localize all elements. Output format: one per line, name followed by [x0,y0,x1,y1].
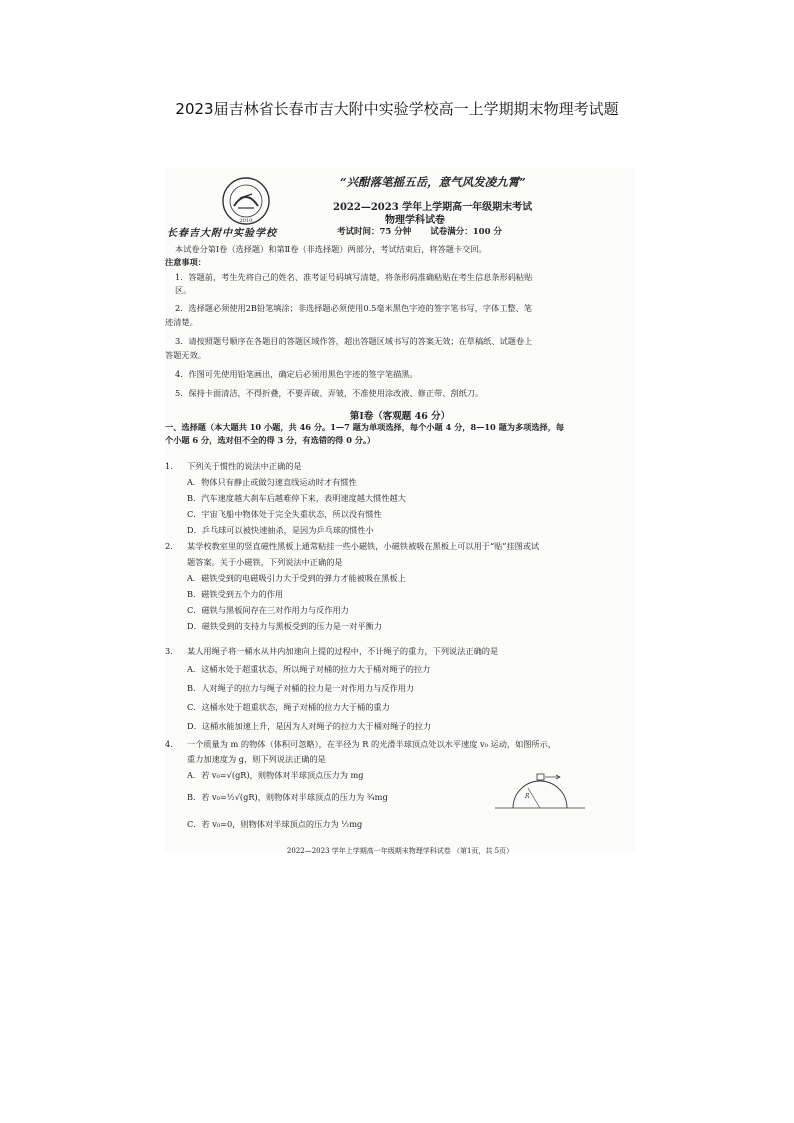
note-line: 4．作图可先使用铅笔画出，确定后必须用黑色字迹的签字笔描黑。 [175,369,418,379]
question-1-option: C．宇宙飞船中物体处于完全失重状态，所以没有惯性 [187,509,382,519]
part-heading: 一、选择题（本大题共 10 小题，共 46 分。1—7 题为单项选择，每个小题 4 分，8—10 题为多项选择，每 [165,422,565,432]
note-line: 3．请按照题号顺序在各题目的答题区域作答，超出答题区域书写的答案无效；在草稿纸、试题卷上 [175,336,533,346]
note-line: 区。 [175,285,192,295]
question-number: 2. [165,541,173,551]
question-3-option: D．这桶水能加速上升，是因为人对绳子的拉力大于桶对绳子的拉力 [187,721,432,731]
question-4-option: B．若 v₀=½√(gR)，则物体对半球顶点的压力为 ¾mg [187,792,388,802]
question-2-stem: 2. 某学校教室里的竖直磁性黑板上通常粘挂一些小磁铁，小磁铁被吸在黑板上可以用于“贴”挂图或试 [165,541,540,551]
exam-subject: 物理学科试卷 [385,215,445,226]
question-4-stem: 4. 一个质量为 m 的物体（体积可忽略），在半径为 R 的光滑半球顶点处以水平速度 v₀ 运动，如图所示， [165,739,557,749]
question-1-option: D．乒乓球可以被快速抽杀，是因为乒乓球的惯性小 [187,525,374,535]
notes-heading: 注意事项： [165,257,206,267]
question-3-stem: 3. 某人用绳子将一桶水从井内加速向上提的过程中，不计绳子的重力，下列说法正确的是 [165,646,499,656]
question-2-option: D．磁铁受到的支持力与黑板受到的压力是一对平衡力 [187,621,382,631]
question-3-option: C．这桶水处于超重状态，绳子对桶的拉力大于桶的重力 [187,702,390,712]
question-4-stem: 重力加速度为 g，则下列说法正确的是 [187,754,326,764]
motto: “兴酣落笔摇五岳，意气风发凌九霄” [340,175,526,189]
question-4-option: C．若 v₀=0，则物体对半球顶点的压力为 ½mg [187,819,363,829]
school-seal-logo [218,176,290,226]
question-4-option: A．若 v₀=√(gR)，则物体对半球顶点压力为 mg [187,770,364,780]
exam-paper-scan [165,168,635,853]
seal-year: 2010 [239,218,253,224]
question-number: 1. [165,461,173,471]
note-line: 迹清楚。 [165,317,198,327]
part-heading: 个小题 6 分，选对但不全的得 3 分，有选错的得 0 分。） [165,435,376,445]
question-3-option: B．人对绳子的拉力与绳子对桶的拉力是一对作用力与反作用力 [187,683,415,693]
question-1-option: A．物体只有静止或做匀速直线运动时才有惯性 [187,477,357,487]
note-line: 5．保持卡面清洁，不得折叠，不要弄破、弄皱，不准使用涂改液、修正带、刮纸刀。 [175,388,484,398]
exam-time: 考试时间：75 分钟 [337,227,412,237]
school-name: 长春吉大附中实验学校 [167,228,277,239]
question-number: 3. [165,646,173,656]
intro-text: 本试卷分第Ⅰ卷（选择题）和第Ⅱ卷（非选择题）两部分，考试结束后，将答题卡交回。 [175,244,487,254]
hemisphere-figure [495,766,585,812]
section-title: 第Ⅰ卷（客观题 46 分） [349,411,451,422]
radius-label: R [525,793,530,800]
question-1-stem: 1. 下列关于惯性的说法中正确的是 [165,461,302,471]
exam-meta [337,225,518,237]
question-2-stem: 题答案。关于小磁铁，下列说法中正确的是 [187,557,343,567]
note-line: 2．选择题必须使用2B铅笔填涂；非选择题必须使用0.5毫米黑色字迹的签字笔书写，字体工整、笔 [175,303,532,313]
exam-title: 2022—2023 学年上学期高一年级期末考试 [333,202,533,213]
question-3-option: A．这桶水处于超重状态，所以绳子对桶的拉力大于桶对绳子的拉力 [187,664,431,674]
question-1-option: B．汽车速度越大刹车后越难停下来，表明速度越大惯性越大 [187,493,406,503]
question-2-option: C．磁铁与黑板间存在三对作用力与反作用力 [187,605,349,615]
page-title: 2023届吉林省长春市吉大附中实验学校高一上学期期末物理考试题 [175,100,619,118]
note-line: 答题无效。 [165,350,206,360]
note-line: 1．答题前，考生先将自己的姓名、准考证号码填写清楚，将条形码准确粘贴在考生信息条形码粘贴 [175,272,533,282]
question-2-option: A．磁铁受到的电磁吸引力大于受到的弹力才能被吸在黑板上 [187,573,406,583]
question-2-option: B．磁铁受到五个力的作用 [187,589,284,599]
exam-score: 试卷满分：100 分 [430,227,502,237]
page-footer: 2022—2023 学年上学期高一年级期末物理学科试卷 （第1页，共 5页） [286,847,514,855]
question-number: 4. [165,739,173,749]
